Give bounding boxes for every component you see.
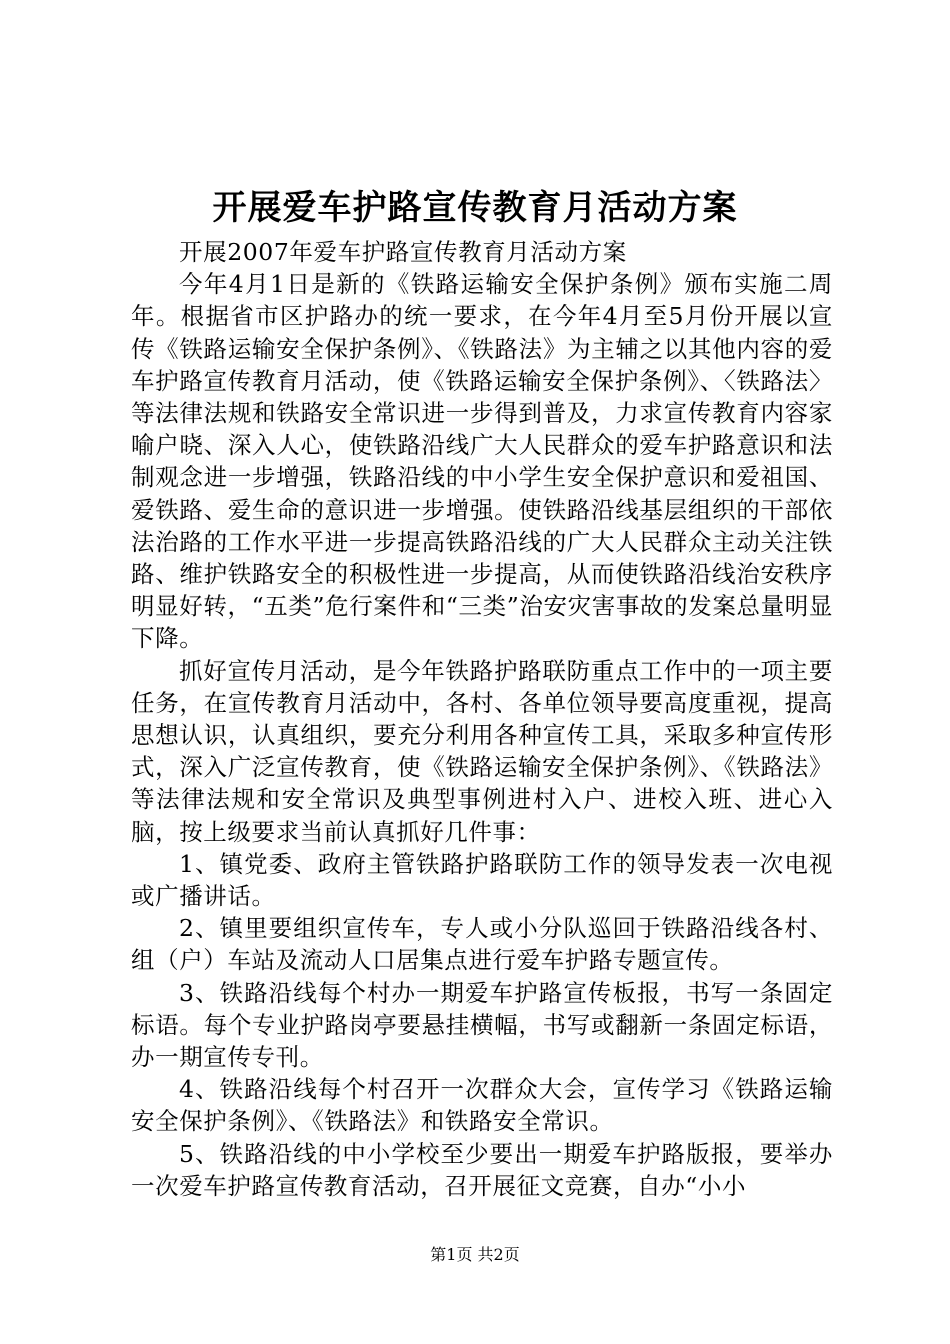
list-item-3: 3、铁路沿线每个村办一期爱车护路宣传板报，书写一条固定标语。每个专业护路岗亭要悬挂横幅，书写或翻新一条固定标语，办一期宣传专刊。 [131, 978, 833, 1072]
list-item-4: 4、铁路沿线每个村召开一次群众大会，宣传学习《铁路运输安全保护条例》、《铁路法》和铁路安全常识。 [131, 1075, 833, 1136]
document-body [131, 236, 833, 1202]
list-item-5: 5、铁路沿线的中小学校至少要出一期爱车护路版报，要举办一次爱车护路宣传教育活动，召开展征文竞赛，自办“小小 [131, 1139, 833, 1200]
task-paragraph: 抓好宣传月活动，是今年铁路护路联防重点工作中的一项主要任务，在宣传教育月活动中，各村、各单位领导要高度重视，提高思想认识，认真组织，要充分利用各种宣传工具，采取多种宣传形式，深入广泛宣传教育，使《铁路运输安全保护条例》、《铁路法》等法律法规和安全常识及典型事例进村入户、进校入班、进心入脑，按上级要求当前认真抓好几件事： [131, 656, 833, 846]
document-title: 开展爱车护路宣传教育月活动方案 [212, 188, 738, 228]
intro-paragraph: 今年4月1日是新的《铁路运输安全保护条例》颁布实施二周年。根据省市区护路办的统一要求，在今年4月至5月份开展以宣传《铁路运输安全保护条例》、《铁路法》为主辅之以其他内容的爱车护路宣传教育月活动，使《铁路运输安全保护条例》、〈铁路法〉等法律法规和铁路安全常识进一步得到普及，力求宣传教育内容家喻户晓、深入人心，使铁路沿线广大人民群众的爱车护路意识和法制观念进一步增强，铁路沿线的中小学生安全保护意识和爱祖国、爱铁路、爱生命的意识进一步增强。使铁路沿线基层组织的干部依法治路的工作水平进一步提高铁路沿线的广大人民群众主动关注铁路、维护铁路安全的积极性进一步提高，从而使铁路沿线治安秩序明显好转，“五类”危行案件和“三类”治安灾害事故的发案总量明显下降。 [131, 270, 833, 653]
list-item-2: 2、镇里要组织宣传车，专人或小分队巡回于铁路沿线各村、组（户）车站及流动人口居集点进行爱车护路专题宣传。 [131, 914, 833, 975]
list-item-1: 1、镇党委、政府主管铁路护路联防工作的领导发表一次电视或广播讲话。 [131, 849, 833, 911]
page-number-footer: 第1页 共2页 [430, 1245, 520, 1264]
subtitle-paragraph: 开展2007年爱车护路宣传教育月活动方案 [179, 238, 627, 266]
